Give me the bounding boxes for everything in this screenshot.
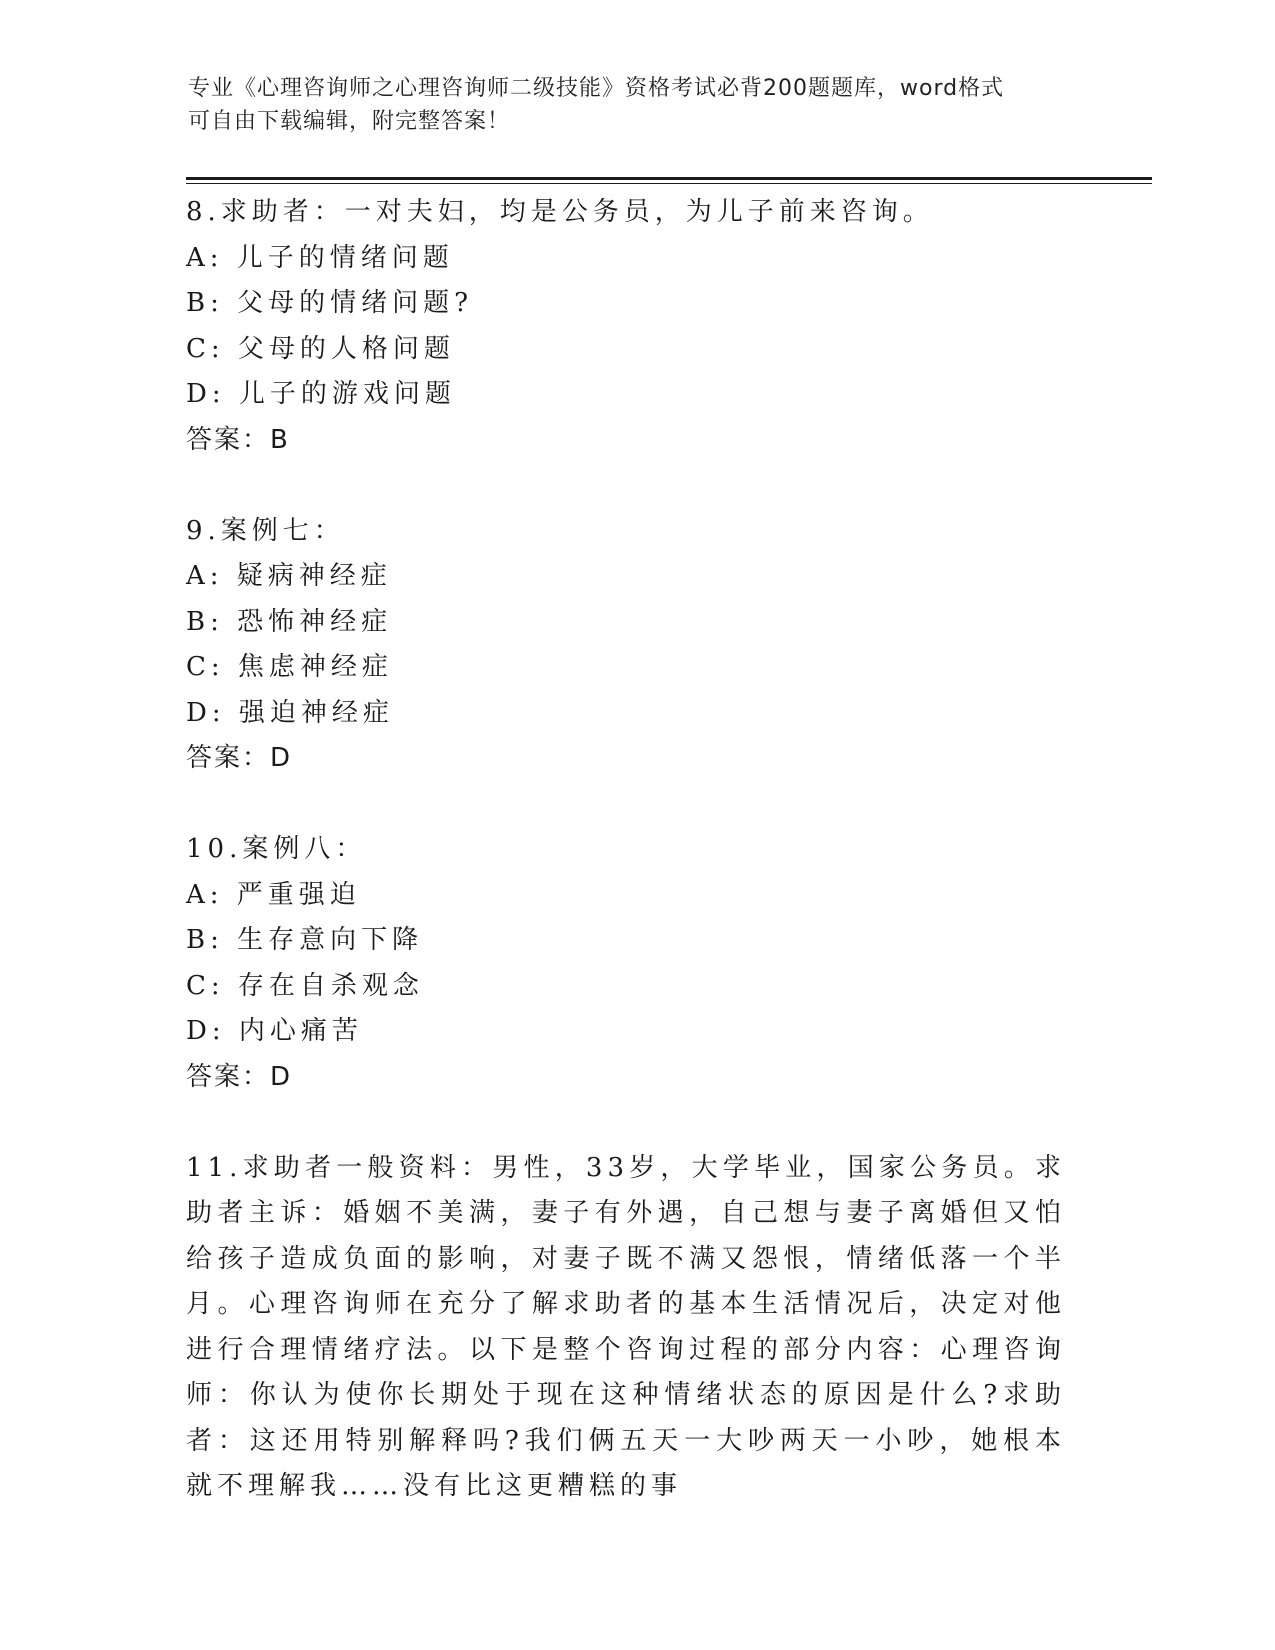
answer-line: 答案：D <box>186 1061 293 1092</box>
header-line-1: 专业《心理咨询师之心理咨询师二级技能》资格考试必背200题题库，word格式 <box>188 76 1005 101</box>
header-line-2: 可自由下载编辑，附完整答案！ <box>188 109 511 134</box>
question-stem: 9.案例七： <box>186 515 345 546</box>
answer-line: 答案：B <box>186 424 290 455</box>
header-divider-thin <box>186 183 1152 184</box>
spacer <box>186 463 1086 509</box>
question-stem: 10.案例八： <box>186 834 367 864</box>
option-c: C: 父母的人格问题 <box>186 333 455 364</box>
spacer <box>186 1100 1086 1146</box>
document-header <box>188 72 1068 138</box>
option-a: A: 严重强迫 <box>186 879 361 910</box>
question-8 <box>186 190 1086 463</box>
option-a: A: 疑病神经症 <box>186 561 392 591</box>
header-divider-thick <box>186 177 1152 180</box>
option-b: B: 父母的情绪问题? <box>186 288 474 318</box>
option-b: B: 生存意向下降 <box>186 925 424 955</box>
option-d: D: 强迫神经症 <box>186 697 394 728</box>
option-a: A: 儿子的情绪问题 <box>186 242 454 273</box>
answer-line: 答案：D <box>186 743 293 773</box>
option-d: D: 儿子的游戏问题 <box>186 379 456 409</box>
option-d: D: 内心痛苦 <box>186 1016 363 1046</box>
question-9 <box>186 509 1086 782</box>
questions-content <box>186 190 1086 1510</box>
option-c: C: 焦虑神经症 <box>186 652 393 682</box>
question-11-text: 11.求助者一般资料：男性，33岁，大学毕业，国家公务员。求助者主诉：婚姻不美满，妻子有外遇，自己想与妻子离婚但又怕给孩子造成负面的影响，对妻子既不满又怨恨，情绪低落一个半月。心理咨询师在充分了解求助者的基本生活情况后，决定对他进行合理情绪疗法。以下是整个咨询过程的部分内容：心理咨询师：你认为使你长期处于现在这种情绪状态的原因是什么?求助者：这还用特别解释吗?我们俩五天一大吵两天一小吵，她根本就不理解我……没有比这更糟糕的事 <box>186 1152 1066 1501</box>
option-b: B: 恐怖神经症 <box>186 606 393 637</box>
question-11 <box>186 1146 1086 1510</box>
question-stem: 8.求助者：一对夫妇，均是公务员，为儿子前来咨询。 <box>186 197 934 227</box>
option-c: C: 存在自杀观念 <box>186 970 424 1001</box>
spacer <box>186 782 1086 828</box>
question-10 <box>186 827 1086 1100</box>
